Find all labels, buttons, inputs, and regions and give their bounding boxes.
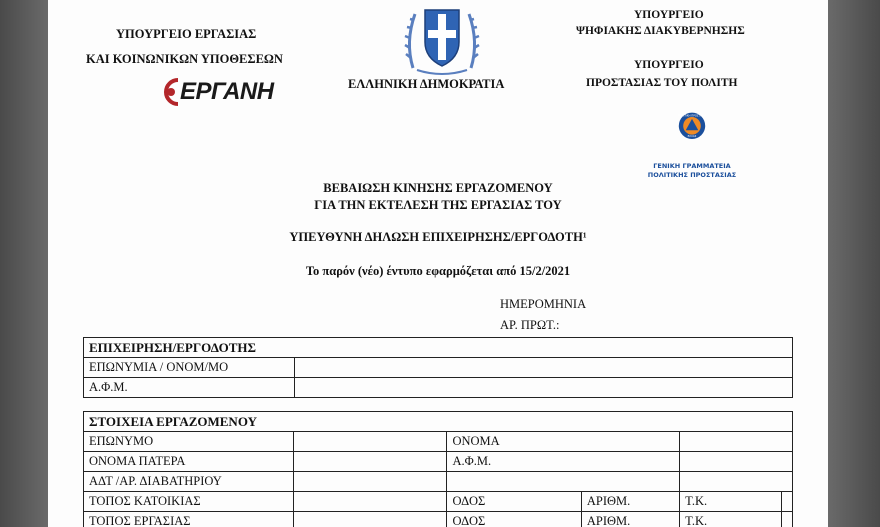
document-title-line1: ΒΕΒΑΙΩΣΗ ΚΙΝΗΣΗΣ ΕΡΓΑΖΟΜΕΝΟΥ bbox=[323, 181, 553, 195]
ergani-mark-icon bbox=[160, 76, 182, 108]
employee-surname-field[interactable] bbox=[293, 432, 447, 452]
civil-protection-ring-bottom-text: ΕΛΛΑΣ bbox=[687, 135, 697, 139]
civil-protection-emblem-icon bbox=[638, 112, 746, 156]
id-passport-field-extra2[interactable] bbox=[680, 472, 793, 492]
civil-protection-ring-text: ΠΟΛΙΤΙΚΗ ΠΡΟΣΤΑΣΙΑ bbox=[677, 114, 707, 118]
viewer-background-right bbox=[828, 0, 880, 527]
work-postal-field[interactable] bbox=[782, 512, 793, 527]
document-page bbox=[48, 0, 828, 527]
employer-name-label: ΕΠΩΝΥΜΙΑ / ΟΝΟΜ/ΜΟ bbox=[84, 358, 295, 378]
hellenic-republic-label: ΕΛΛΗΝΙΚΗ ΔΗΜΟΚΡΑΤΙΑ bbox=[348, 77, 505, 91]
protocol-number-label: ΑΡ. ΠΡΩΤ.: bbox=[500, 318, 560, 332]
employer-name-field[interactable] bbox=[295, 358, 793, 378]
residence-postal-field[interactable] bbox=[782, 492, 793, 512]
employee-first-name-label: ΟΝΟΜΑ bbox=[447, 432, 680, 452]
residence-number-label: ΑΡΙΘΜ. bbox=[581, 492, 679, 512]
ergani-logo bbox=[160, 76, 274, 108]
employee-surname-label: ΕΠΩΝΥΜΟ bbox=[84, 432, 294, 452]
employer-afm-field[interactable] bbox=[295, 378, 793, 398]
ministry-citizen-protection-line2: ΠΡΟΣΤΑΣΙΑΣ ΤΟΥ ΠΟΛΙΤΗ bbox=[586, 77, 738, 89]
ministry-digital-line2: ΨΗΦΙΑΚΗΣ ΔΙΑΚΥΒΕΡΝΗΣΗΣ bbox=[576, 25, 745, 37]
ministry-labour-line2: ΚΑΙ ΚΟΙΝΩΝΙΚΩΝ ΥΠΟΘΕΣΕΩΝ bbox=[86, 52, 283, 66]
residence-field[interactable] bbox=[293, 492, 447, 512]
ministry-labour-line1: ΥΠΟΥΡΓΕΙΟ ΕΡΓΑΣΙΑΣ bbox=[116, 27, 257, 41]
employer-section-heading: ΕΠΙΧΕΙΡΗΣΗ/ΕΡΓΟΔΟΤΗΣ bbox=[84, 338, 793, 358]
residence-street-label: ΟΔΟΣ bbox=[447, 492, 581, 512]
ergani-logo-text: ΕΡΓΑΝΗ bbox=[180, 78, 274, 105]
civil-protection-line1: ΓΕΝΙΚΗ ΓΡΑΜΜΑΤΕΙΑ bbox=[653, 162, 731, 170]
work-number-label: ΑΡΙΘΜ. bbox=[581, 512, 679, 527]
ministry-citizen-protection-line1: ΥΠΟΥΡΓΕΙΟ bbox=[634, 59, 704, 71]
employee-table bbox=[83, 411, 793, 527]
document-subtitle: ΥΠΕΥΘΥΝΗ ΔΗΛΩΣΗ ΕΠΙΧΕΙΡΗΣΗΣ/ΕΡΓΟΔΟΤΗ¹ bbox=[289, 230, 587, 244]
employee-afm-field[interactable] bbox=[680, 452, 793, 472]
father-name-field[interactable] bbox=[293, 452, 447, 472]
greek-coat-of-arms-icon bbox=[403, 2, 481, 76]
employer-table bbox=[83, 337, 793, 398]
id-passport-label: ΑΔΤ /ΑΡ. ΔΙΑΒΑΤΗΡΙΟΥ bbox=[84, 472, 294, 492]
date-label: ΗΜΕΡΟΜΗΝΙΑ bbox=[500, 297, 587, 311]
civil-protection-line2: ΠΟΛΙΤΙΚΗΣ ΠΡΟΣΤΑΣΙΑΣ bbox=[647, 171, 737, 179]
employee-section-heading: ΣΤΟΙΧΕΙΑ ΕΡΓΑΖΟΜΕΝΟΥ bbox=[84, 412, 793, 432]
document-title-line2: ΓΙΑ ΤΗΝ ΕΚΤΕΛΕΣΗ ΤΗΣ ΕΡΓΑΣΙΑΣ ΤΟΥ bbox=[314, 198, 562, 212]
id-passport-field[interactable] bbox=[293, 472, 447, 492]
work-street-label: ΟΔΟΣ bbox=[447, 512, 581, 527]
employee-afm-label: Α.Φ.Μ. bbox=[447, 452, 680, 472]
work-place-field[interactable] bbox=[293, 512, 447, 527]
id-passport-field-extra[interactable] bbox=[447, 472, 680, 492]
work-place-label: ΤΟΠΟΣ ΕΡΓΑΣΙΑΣ bbox=[84, 512, 294, 527]
civil-protection-logo bbox=[638, 112, 746, 182]
ministry-digital-line1: ΥΠΟΥΡΓΕΙΟ bbox=[634, 9, 704, 21]
father-name-label: ΟΝΟΜΑ ΠΑΤΕΡΑ bbox=[84, 452, 294, 472]
employee-first-name-field[interactable] bbox=[680, 432, 793, 452]
work-postal-label: Τ.Κ. bbox=[680, 512, 782, 527]
employer-afm-label: Α.Φ.Μ. bbox=[84, 378, 295, 398]
residence-postal-label: Τ.Κ. bbox=[680, 492, 782, 512]
residence-label: ΤΟΠΟΣ ΚΑΤΟΙΚΙΑΣ bbox=[84, 492, 294, 512]
viewer-background-left bbox=[0, 0, 48, 527]
validity-note: Το παρόν (νέο) έντυπο εφαρμόζεται από 15/2/2021 bbox=[305, 264, 571, 278]
